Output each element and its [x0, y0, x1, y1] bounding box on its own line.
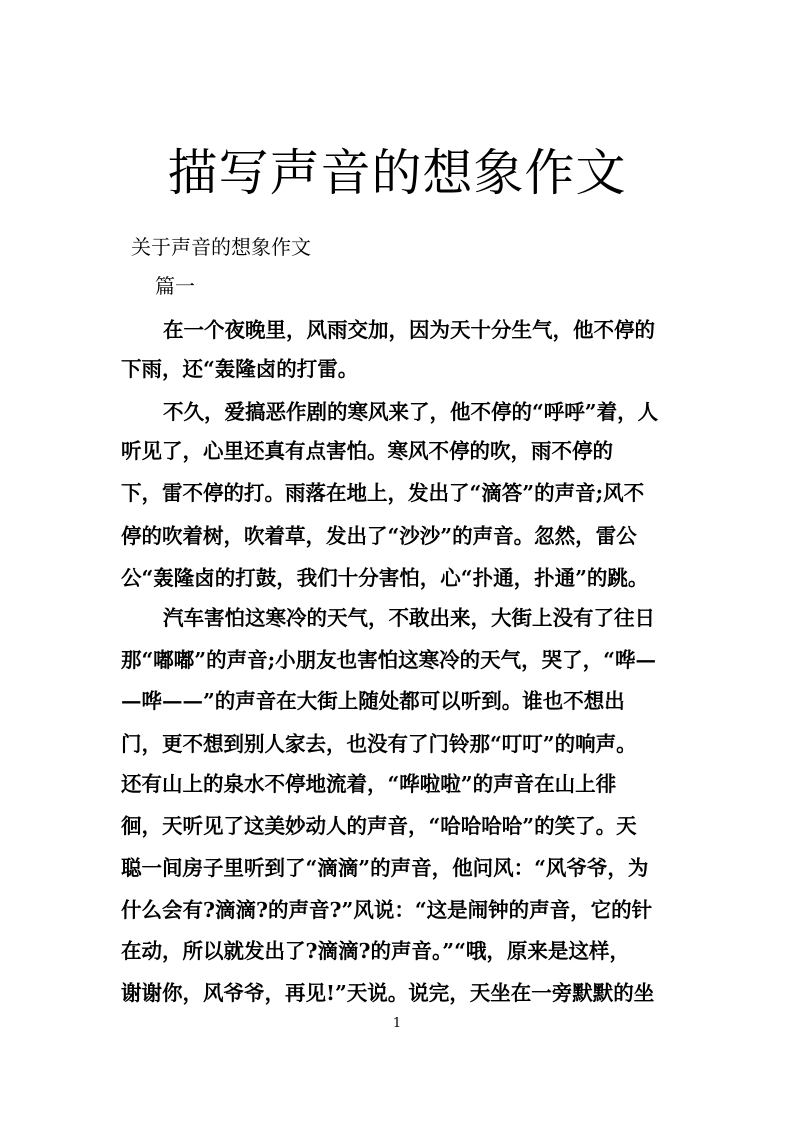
section-heading: 篇一 [155, 274, 195, 298]
paragraph-line: 汽车害怕这寒冷的天气，不敢出来，大街上没有了往日 [163, 606, 655, 630]
paragraph-line: 在一个夜晚里，风雨交加，因为天十分生气，他不停的 [163, 318, 655, 342]
paragraph-line: 那“嘟嘟”的声音;小朋友也害怕这寒冷的天气，哭了，“哗— [121, 648, 656, 672]
paragraph-line: 什么会有?滴滴?的声音?”风说：“这是闹钟的声音，它的针 [121, 898, 653, 922]
paragraph-line: —哗——”的声音在大街上随处都可以听到。谁也不想出 [121, 689, 625, 713]
paragraph-line: 门，更不想到别人家去，也没有了门铃那“叮叮”的响声。 [121, 732, 637, 756]
paragraph-line: 在动，所以就发出了?滴滴?的声音。”“哦，原来是这样， [121, 939, 630, 963]
paragraph-line: 听见了，心里还真有点害怕。寒风不停的吹，雨不停的 [121, 439, 613, 463]
page-number: 1 [392, 1016, 402, 1031]
paragraph-line: 下，雷不停的打。雨落在地上，发出了“滴答”的声音;风不 [121, 481, 645, 505]
paragraph-line: 下雨，还“轰隆卤的打雷。 [121, 357, 359, 381]
paragraph-line: 谢谢你，风爷爷，再见!”天说。说完，天坐在一旁默默的坐 [121, 981, 655, 1005]
paragraph-line: 停的吹着树，吹着草，发出了“沙沙”的声音。忽然，雷公 [121, 524, 637, 548]
page-title: 描写声音的想象作文 [167, 144, 627, 202]
paragraph-line: 不久，爱搞恶作剧的寒风来了，他不停的“呼呼”着，人 [163, 400, 659, 424]
subtitle: 关于声音的想象作文 [131, 235, 311, 259]
paragraph-line: 公“轰隆卤的打鼓，我们十分害怕，心“扑通，扑通”的跳。 [121, 566, 649, 590]
paragraph-line: 还有山上的泉水不停地流着，“哗啦啦”的声音在山上徘 [121, 772, 617, 796]
paragraph-line: 徊，天听见了这美妙动人的声音，“哈哈哈哈”的笑了。天 [121, 814, 637, 838]
paragraph-line: 聪一间房子里听到了“滴滴”的声音，他问风：“风爷爷，为 [121, 856, 649, 880]
